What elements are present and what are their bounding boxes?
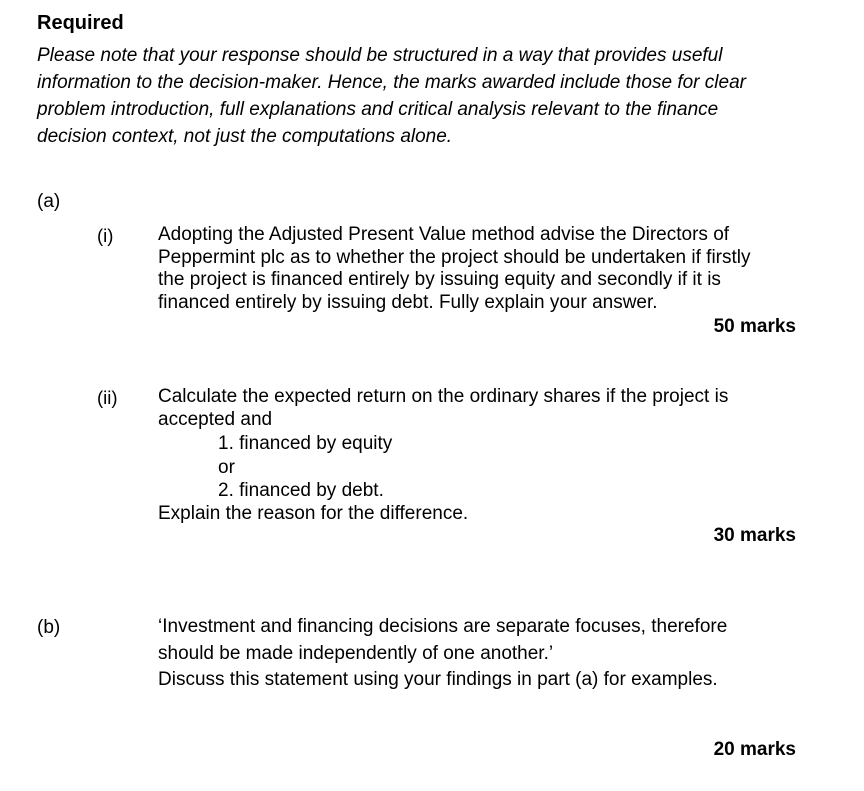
question-line: the project is financed entirely by issuing equity and secondly if it is — [158, 269, 721, 291]
part-b-text — [158, 614, 838, 694]
part-a-i-text — [158, 224, 818, 315]
question-line: financed entirely by issuing debt. Fully explain your answer. — [158, 292, 658, 314]
question-line: Adopting the Adjusted Present Value method advise the Directors of — [158, 224, 730, 245]
part-a-ii-label: (ii) — [97, 387, 118, 408]
part-b-label: (b) — [37, 617, 61, 638]
part-b-marks: 20 marks — [713, 739, 796, 760]
question-line: Peppermint plc as to whether the project should be undertaken if firstly — [158, 246, 751, 268]
option-or: or — [218, 457, 235, 478]
required-note-line: problem introduction, full explanations and critical analysis relevant to the finance — [37, 99, 719, 120]
required-note — [37, 42, 817, 150]
required-heading: Required — [37, 12, 124, 34]
required-note-line: information to the decision-maker. Hence, the marks awarded include those for clear — [37, 72, 746, 93]
question-line: accepted and — [158, 408, 273, 430]
part-a-label: (a) — [37, 191, 61, 212]
option-financed-by-equity: 1. financed by equity — [218, 433, 393, 454]
required-note-line: decision context, not just the computations alone. — [37, 126, 453, 147]
question-line: Calculate the expected return on the ordinary shares if the project is — [158, 386, 729, 407]
part-a-ii-marks: 30 marks — [713, 525, 796, 546]
question-line: ‘Investment and financing decisions are separate focuses, therefore — [158, 616, 728, 637]
part-a-i-label: (i) — [97, 225, 114, 246]
option-financed-by-debt: 2. financed by debt. — [218, 480, 384, 501]
part-a-ii-text — [158, 386, 818, 431]
question-line: should be made independently of one another.’ — [158, 642, 554, 664]
part-a-i-marks: 50 marks — [713, 316, 796, 337]
question-line: Discuss this statement using your findings in part (a) for examples. — [158, 669, 718, 690]
part-a-ii-explain: Explain the reason for the difference. — [158, 503, 469, 524]
required-note-line: Please note that your response should be structured in a way that provides useful — [37, 45, 723, 66]
